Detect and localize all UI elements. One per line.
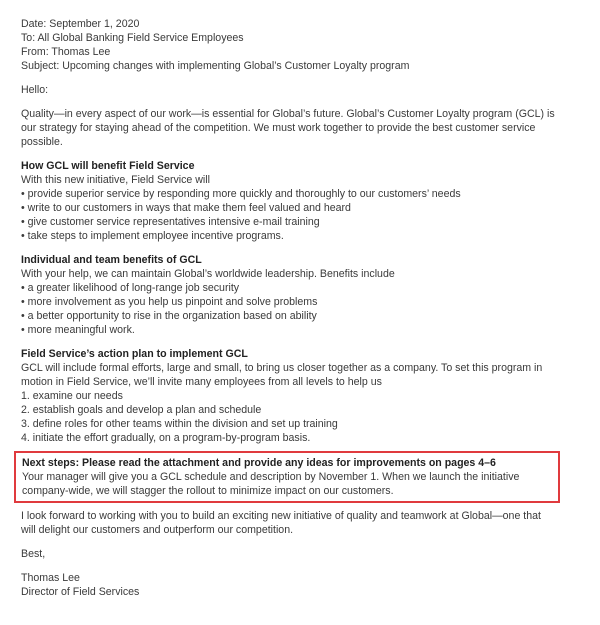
intro-paragraph (21, 107, 581, 149)
bullet-item: • take steps to implement employee incentive programs. (21, 230, 284, 242)
bullet-item: • more involvement as you help us pinpoint and solve problems (21, 296, 318, 308)
bullet-item: • write to our customers in ways that make them feel valued and heard (21, 202, 351, 214)
intro-line: our strategy for staying ahead of the competition. We must work together to provide the best customer service (21, 122, 536, 134)
intro-line: possible. (21, 136, 63, 148)
memo-subject: Subject: Upcoming changes with implementing Global’s Customer Loyalty program (21, 60, 410, 72)
greeting: Hello: (21, 84, 49, 96)
section-lead: With your help, we can maintain Global’s worldwide leadership. Benefits include (21, 268, 395, 280)
memo-to: To: All Global Banking Field Service Employees (21, 32, 244, 44)
closing-line: will delight our customers and outperform our competition. (21, 524, 294, 536)
intro-line: Quality—in every aspect of our work—is essential for Global’s future. Global’s Customer Loyalty program (GCL) is (21, 108, 555, 120)
bullet-item: • a better opportunity to rise in the organization based on ability (21, 310, 317, 322)
bullet-item: • more meaningful work. (21, 324, 135, 336)
section-heading: Individual and team benefits of GCL (21, 254, 202, 266)
section-heading: Field Service’s action plan to implement GCL (21, 348, 248, 360)
section-lead: With this new initiative, Field Service will (21, 174, 210, 186)
next-steps-line: Your manager will give you a GCL schedule and description by November 1. When we launch the initiative (22, 471, 520, 483)
closing-line: I look forward to working with you to build an exciting new initiative of quality and teamwork at Global—one that (21, 510, 541, 522)
bullet-item: • provide superior service by responding more quickly and thoroughly to our customers’ needs (21, 188, 461, 200)
next-steps-heading: Next steps: Please read the attachment and provide any ideas for improvements on pages 4–6 (22, 457, 496, 469)
section-lead: GCL will include formal efforts, large and small, to bring us closer together as a company. To set this program in (21, 362, 543, 374)
section-individual-team-benefits (21, 253, 581, 337)
section-action-plan (21, 347, 581, 445)
signoff: Best, (21, 548, 46, 560)
memo-date: Date: September 1, 2020 (21, 18, 140, 30)
signature-block (21, 571, 581, 599)
signer-name: Thomas Lee (21, 572, 80, 584)
numbered-item: 4. initiate the effort gradually, on a program-by-program basis. (21, 432, 311, 444)
next-steps-highlight-box (14, 451, 560, 503)
numbered-item: 1. examine our needs (21, 390, 123, 402)
section-gcl-benefit-field-service (21, 159, 581, 243)
bullet-item: • a greater likelihood of long-range job security (21, 282, 240, 294)
memo-header (21, 17, 581, 73)
signer-title: Director of Field Services (21, 586, 140, 598)
numbered-item: 2. establish goals and develop a plan and schedule (21, 404, 262, 416)
next-steps-line: company-wide, we will stagger the rollout to minimize impact on our customers. (22, 485, 394, 497)
memo-from: From: Thomas Lee (21, 46, 111, 58)
numbered-item: 3. define roles for other teams within the division and set up training (21, 418, 338, 430)
section-lead: motion in Field Service, we’ll invite many employees from all levels to help us (21, 376, 382, 388)
section-heading: How GCL will benefit Field Service (21, 160, 195, 172)
bullet-item: • give customer service representatives intensive e-mail training (21, 216, 320, 228)
closing-paragraph (21, 509, 581, 537)
